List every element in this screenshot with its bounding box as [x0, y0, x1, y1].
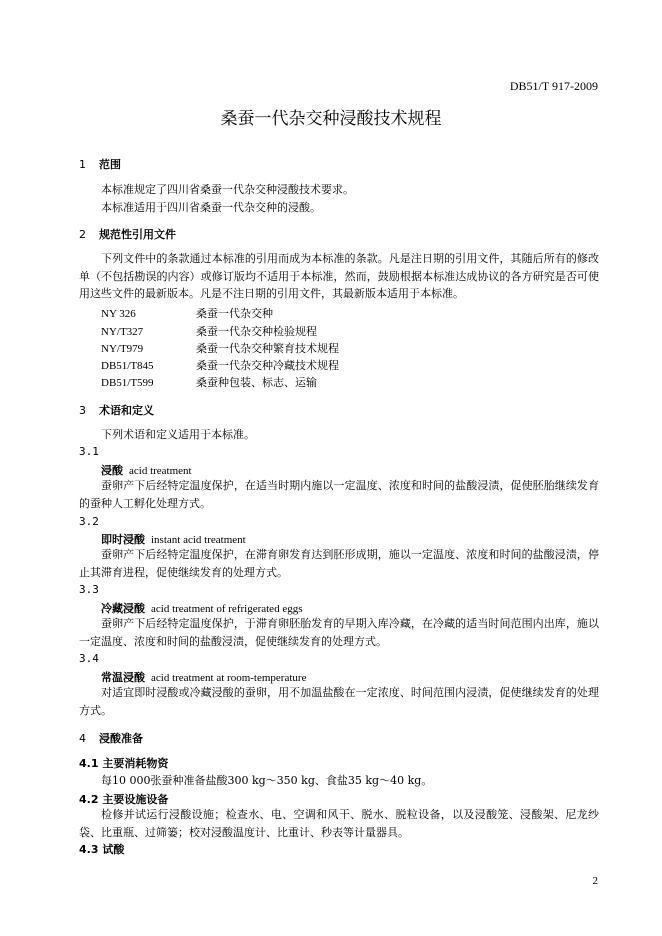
- section-number: 3: [79, 404, 86, 417]
- reference-item: [101, 374, 317, 390]
- reference-code: DB51/T845: [101, 360, 154, 372]
- standard-code: DB51/T 917-2009: [509, 79, 598, 93]
- term-definition: 对适宜即时浸酸或冷藏浸酸的蚕卵，用不加温盐酸在一定浓度、时间范围内浸渍，促使继续发育的处理方式。: [79, 686, 599, 717]
- section-title: 浸酸准备: [99, 732, 143, 745]
- reference-code: NY/T979: [101, 343, 144, 355]
- term-english: instant acid treatment: [151, 534, 246, 546]
- subsection-4-2-text: 检修并试运行浸酸设施；检查水、电、空调和风干、脱水、脱粒设备，以及浸酸笼、浸酸架、尼龙纱袋、比重瓶、过筛篓；校对浸酸温度计、比重计、秒表等计量器具。: [79, 808, 599, 839]
- section-number: 4: [79, 732, 86, 745]
- term-number: 3.2: [79, 515, 99, 528]
- term-number: 3.1: [79, 445, 99, 458]
- term-chinese: 冷藏浸酸: [101, 602, 145, 615]
- term-english: acid treatment of refrigerated eggs: [151, 603, 303, 615]
- reference-title: 桑蚕一代杂交种繁育技术规程: [196, 342, 339, 355]
- term-chinese: 浸酸: [101, 464, 123, 477]
- term-chinese: 常温浸酸: [101, 671, 145, 684]
- section-title: 术语和定义: [99, 404, 154, 417]
- section-1-heading: [79, 156, 121, 172]
- subsection-4-1-text: 每10 000张蚕种准备盐酸300 kg～350 kg、食盐35 kg～40 kg。: [101, 774, 433, 787]
- section-1-para-2: 本标准适用于四川省桑蚕一代杂交种的浸酸。: [101, 201, 321, 214]
- section-3-heading: [79, 402, 154, 418]
- section-2-heading: [79, 226, 176, 242]
- term-number: 3.4: [79, 652, 99, 665]
- reference-title: 桑蚕一代杂交种检验规程: [196, 325, 317, 338]
- term-heading: [101, 669, 306, 685]
- reference-title: 桑蚕一代杂交种冷藏技术规程: [196, 359, 339, 372]
- reference-item: [101, 323, 317, 339]
- section-3-intro: 下列术语和定义适用于本标准。: [101, 428, 255, 441]
- reference-code: NY/T327: [101, 326, 144, 338]
- subsection-4-3-heading: 4.3 试酸: [79, 843, 125, 856]
- term-english: acid treatment at room-temperature: [151, 672, 307, 684]
- reference-item: [101, 340, 339, 356]
- term-definition: 蚕卵产下后经特定温度保护，于滞育卵胚胎发育的早期入库冷藏，在冷藏的适当时间范围内出库，施以一定温度、浓度和时间的盐酸浸渍，促使继续发育的处理方式。: [79, 617, 599, 648]
- reference-code: NY 326: [101, 308, 136, 320]
- subsection-4-2-heading: 4.2 主要设施设备: [79, 793, 169, 806]
- reference-title: 桑蚕种包装、标志、运输: [196, 376, 317, 389]
- term-english: acid treatment: [129, 465, 192, 477]
- term-heading: [101, 462, 192, 478]
- term-definition: 蚕卵产下后经特定温度保护，在滞育卵发育达到胚形成期，施以一定温度、浓度和时间的盐酸浸渍，停止其滞育进程，促使继续发育的处理方式。: [79, 548, 599, 579]
- reference-item: [101, 357, 339, 373]
- section-title: 范围: [99, 158, 121, 171]
- section-2-para-1: 下列文件中的条款通过本标准的引用而成为本标准的条款。凡是注日期的引用文件，其随后所有的修改单（不包括勘误的内容）或修订版均不适用于本标准，然而，鼓励根据本标准达成协议的各方研究是否可使用这些文件的最新版本。凡是不注日期的引用文件，其最新版本适用于本标准。: [79, 252, 599, 300]
- reference-item: [101, 305, 273, 321]
- section-number: 2: [79, 228, 86, 241]
- page-number: 2: [592, 875, 598, 887]
- term-number: 3.3: [79, 583, 99, 596]
- document-title: 桑蚕一代杂交种浸酸技术规程: [220, 109, 442, 129]
- term-heading: [101, 600, 302, 616]
- section-1-para-1: 本标准规定了四川省桑蚕一代杂交种浸酸技术要求。: [101, 183, 354, 196]
- term-chinese: 即时浸酸: [101, 533, 145, 546]
- reference-title: 桑蚕一代杂交种: [196, 307, 273, 320]
- section-number: 1: [79, 158, 86, 171]
- term-definition: 蚕卵产下后经特定温度保护，在适当时期内施以一定温度、浓度和时间的盐酸浸渍，促使胚胎继续发育的蚕种人工孵化处理方式。: [79, 479, 599, 510]
- section-4-heading: [79, 730, 143, 746]
- reference-code: DB51/T599: [101, 377, 154, 389]
- term-heading: [101, 531, 246, 547]
- section-title: 规范性引用文件: [99, 228, 176, 241]
- subsection-4-1-heading: 4.1 主要消耗物资: [79, 757, 169, 770]
